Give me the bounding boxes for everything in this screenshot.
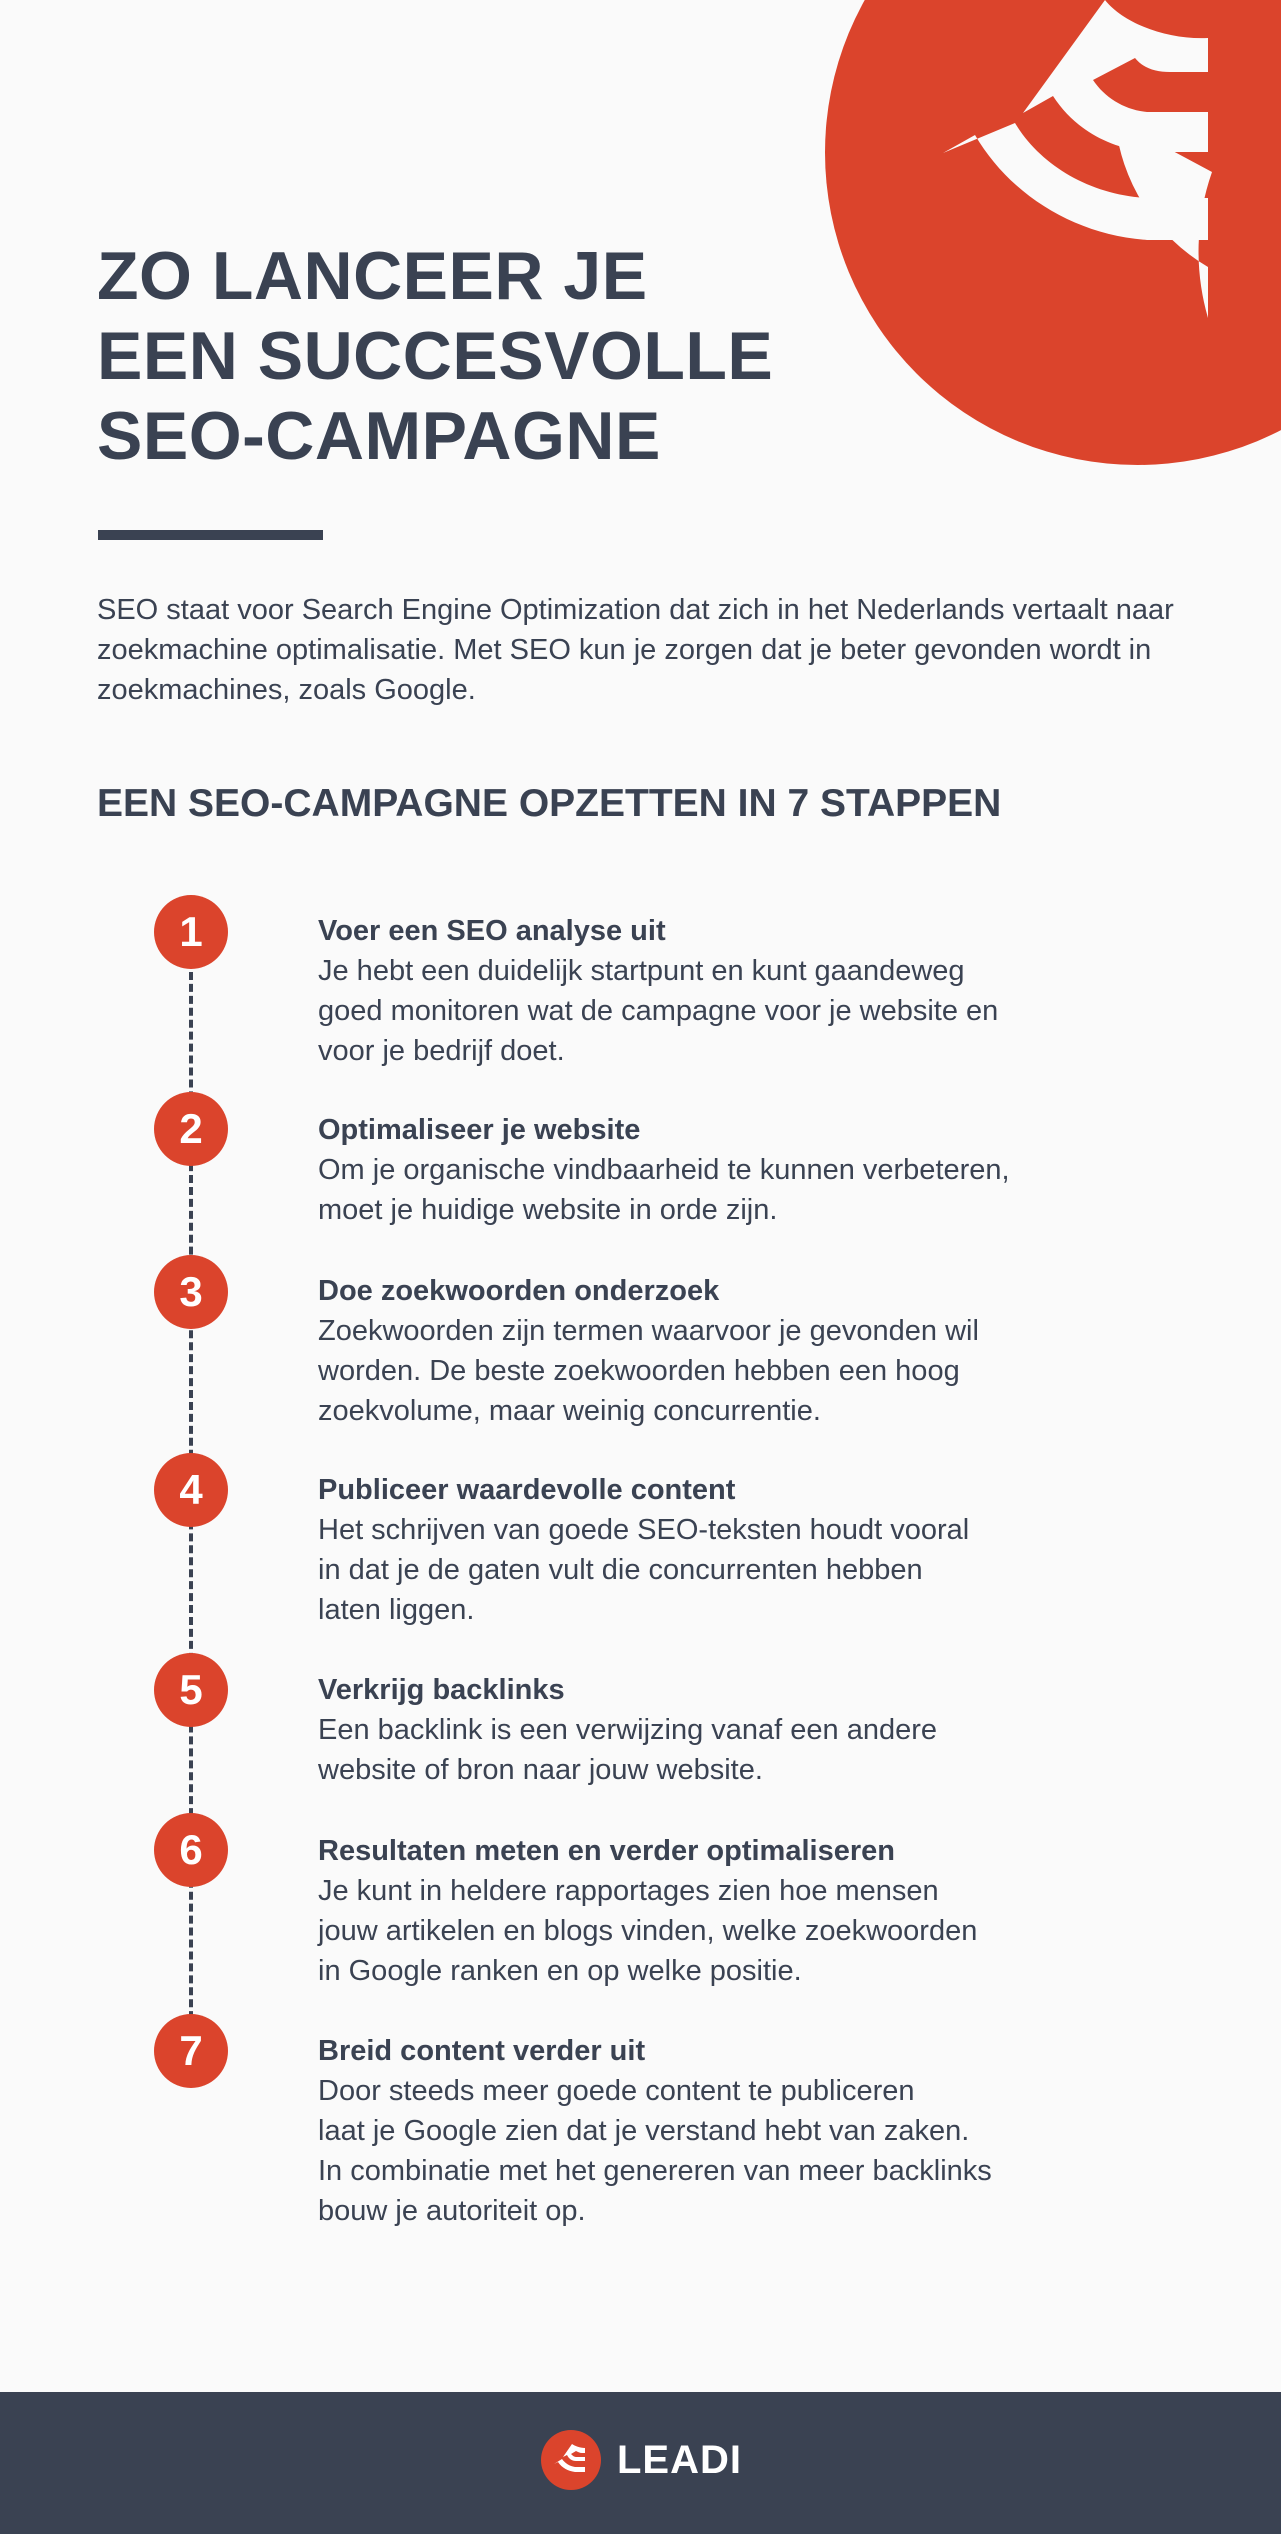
step-description: Door steeds meer goede content te publiceren laat je Google zien dat je verstand hebt van zaken. In combinatie met het genereren van meer backlinks bouw je autoriteit op.: [318, 2075, 992, 2227]
step-title: Resultaten meten en verder optimaliseren: [318, 1835, 895, 1867]
step-number-badge: 3: [154, 1255, 228, 1329]
step-item: [318, 1831, 1118, 1991]
step-number-badge: 5: [154, 1653, 228, 1727]
step-description: Het schrijven van goede SEO-teksten houdt vooral in dat je de gaten vult die concurrenten hebben laten liggen.: [318, 1514, 970, 1626]
step-title: Doe zoekwoorden onderzoek: [318, 1275, 720, 1307]
step-title: Optimaliseer je website: [318, 1114, 641, 1146]
step-number-badge: 4: [154, 1453, 228, 1527]
footer-brand: LEADI: [617, 2438, 742, 2482]
step-description: Zoekwoorden zijn termen waarvoor je gevonden wil worden. De beste zoekwoorden hebben een hoog zoekvolume, maar weinig concurrentie.: [318, 1315, 979, 1427]
leadi-signal-icon: [541, 2430, 601, 2490]
step-item: [318, 1110, 1118, 1230]
step-title: Voer een SEO analyse uit: [318, 915, 666, 947]
step-number-badge: 7: [154, 2014, 228, 2088]
step-description: Om je organische vindbaarheid te kunnen verbeteren, moet je huidige website in orde zijn.: [318, 1154, 1010, 1226]
page-title: ZO LANCEER JE EEN SUCCESVOLLE SEO-CAMPAGNE: [97, 238, 774, 474]
step-item: [318, 2031, 1118, 2231]
step-item: [318, 1470, 1118, 1630]
intro-paragraph: SEO staat voor Search Engine Optimization dat zich in het Nederlands vertaalt naar zoekmachine optimalisatie. Met SEO kun je zorgen dat je beter gevonden wordt in zoekmachines, zoals Google.: [97, 594, 1174, 706]
step-item: [318, 1670, 1118, 1790]
step-title: Breid content verder uit: [318, 2035, 646, 2067]
step-item: [318, 1271, 1118, 1431]
title-divider: [98, 530, 323, 540]
logo-badge: [825, 0, 1281, 465]
step-number-badge: 1: [154, 895, 228, 969]
step-description: Je kunt in heldere rapportages zien hoe mensen jouw artikelen en blogs vinden, welke zoekwoorden in Google ranken en op welke positie.: [318, 1875, 978, 1987]
footer-logo: [541, 2430, 601, 2490]
step-item: [318, 911, 1118, 1071]
step-description: Je hebt een duidelijk startpunt en kunt gaandeweg goed monitoren wat de campagne voor je website en voor je bedrijf doet.: [318, 955, 999, 1067]
leadi-signal-icon: [825, 0, 1281, 465]
step-number-badge: 6: [154, 1813, 228, 1887]
step-title: Publiceer waardevolle content: [318, 1474, 736, 1506]
step-description: Een backlink is een verwijzing vanaf een andere website of bron naar jouw website.: [318, 1714, 938, 1786]
steps-heading: EEN SEO-CAMPAGNE OPZETTEN IN 7 STAPPEN: [97, 782, 1002, 825]
step-number-badge: 2: [154, 1092, 228, 1166]
step-title: Verkrijg backlinks: [318, 1674, 565, 1706]
